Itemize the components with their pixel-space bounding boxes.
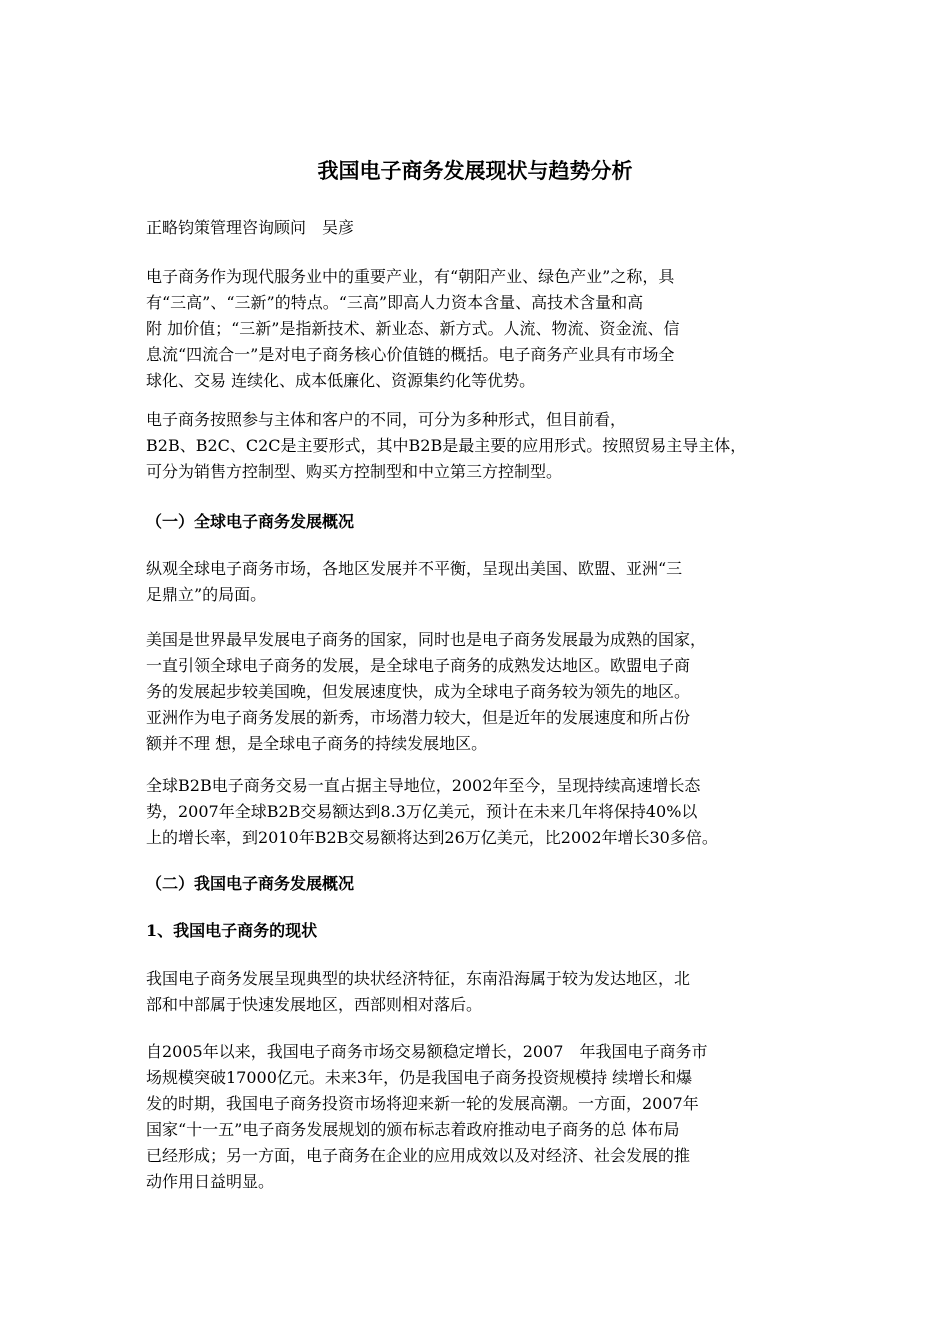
author-line: 正略钧策管理咨询顾问 吴彦 — [146, 218, 355, 237]
paragraph-line: 国家“十一五”电子商务发展规划的颁布标志着政府推动电子商务的总 体布局 — [146, 1120, 680, 1139]
paragraph-line: B2B、B2C、C2C是主要形式，其中B2B是最主要的应用形式。按照贸易主导主体， — [146, 436, 747, 455]
paragraph-forms — [146, 407, 836, 485]
paragraph-line: 电子商务按照参与主体和客户的不同，可分为多种形式，但目前看， — [146, 410, 627, 429]
paragraph-line: 一直引领全球电子商务的发展，是全球电子商务的成熟发达地区。欧盟电子商 — [146, 656, 691, 675]
paragraph-line: 自2005年以来，我国电子商务市场交易额稳定增长，2007 年我国电子商务市 — [146, 1042, 708, 1061]
paragraph-line: 部和中部属于快速发展地区，西部则相对落后。 — [146, 995, 483, 1014]
paragraph-line: 动作用日益明显。 — [146, 1172, 275, 1191]
paragraph-line: 我国电子商务发展呈现典型的块状经济特征，东南沿海属于较为发达地区，北 — [146, 969, 691, 988]
section-heading-china: （二）我国电子商务发展概况 — [146, 874, 355, 893]
paragraph-line: 发的时期，我国电子商务投资市场将迎来新一轮的发展高潮。一方面，2007年 — [146, 1094, 699, 1113]
paragraph-line: 已经形成；另一方面，电子商务在企业的应用成效以及对经济、社会发展的推 — [146, 1146, 691, 1165]
paragraph-line: 息流“四流合一”是对电子商务核心价值链的概括。电子商务产业具有市场全 — [146, 345, 675, 364]
paragraph-line: 纵观全球电子商务市场，各地区发展并不平衡，呈现出美国、欧盟、亚洲“三 — [146, 559, 683, 578]
paragraph-line: 足鼎立”的局面。 — [146, 585, 267, 604]
paragraph-regions — [146, 627, 836, 757]
paragraph-global-market — [146, 556, 836, 608]
section-heading-global: （一）全球电子商务发展概况 — [146, 512, 355, 531]
paragraph-intro — [146, 264, 836, 394]
subsection-heading-status: 1、我国电子商务的现状 — [146, 921, 318, 940]
paragraph-line: 球化、交易 连续化、成本低廉化、资源集约化等优势。 — [146, 371, 536, 390]
paragraph-line: 亚洲作为电子商务发展的新秀，市场潜力较大，但是近年的发展速度和所占份 — [146, 708, 691, 727]
paragraph-line: 场规模突破17000亿元。未来3年，仍是我国电子商务投资规模持 续增长和爆 — [146, 1068, 693, 1087]
paragraph-line: 势，2007年全球B2B交易额达到8.3万亿美元，预计在未来几年将保持40%以 — [146, 802, 698, 821]
page-title: 我国电子商务发展现状与趋势分析 — [317, 158, 633, 183]
paragraph-line: 有“三高”、“三新”的特点。“三高”即高人力资本含量、高技术含量和高 — [146, 293, 644, 312]
paragraph-line: 全球B2B电子商务交易一直占据主导地位，2002年至今，呈现持续高速增长态 — [146, 776, 701, 795]
paragraph-line: 电子商务作为现代服务业中的重要产业，有“朝阳产业、绿色产业”之称，具 — [146, 267, 675, 286]
paragraph-china-growth — [146, 1039, 836, 1195]
paragraph-line: 务的发展起步较美国晚，但发展速度快，成为全球电子商务较为领先的地区。 — [146, 682, 691, 701]
paragraph-line: 附 加价值；“三新”是指新技术、新业态、新方式。人流、物流、资金流、信 — [146, 319, 680, 338]
paragraph-line: 上的增长率，到2010年B2B交易额将达到26万亿美元，比2002年增长30多倍。 — [146, 828, 718, 847]
paragraph-b2b — [146, 773, 836, 851]
paragraph-line: 美国是世界最早发展电子商务的国家，同时也是电子商务发展最为成熟的国家， — [146, 630, 707, 649]
paragraph-china-regions — [146, 966, 836, 1018]
paragraph-line: 额并不理 想，是全球电子商务的持续发展地区。 — [146, 734, 488, 753]
paragraph-line: 可分为销售方控制型、购买方控制型和中立第三方控制型。 — [146, 462, 563, 481]
